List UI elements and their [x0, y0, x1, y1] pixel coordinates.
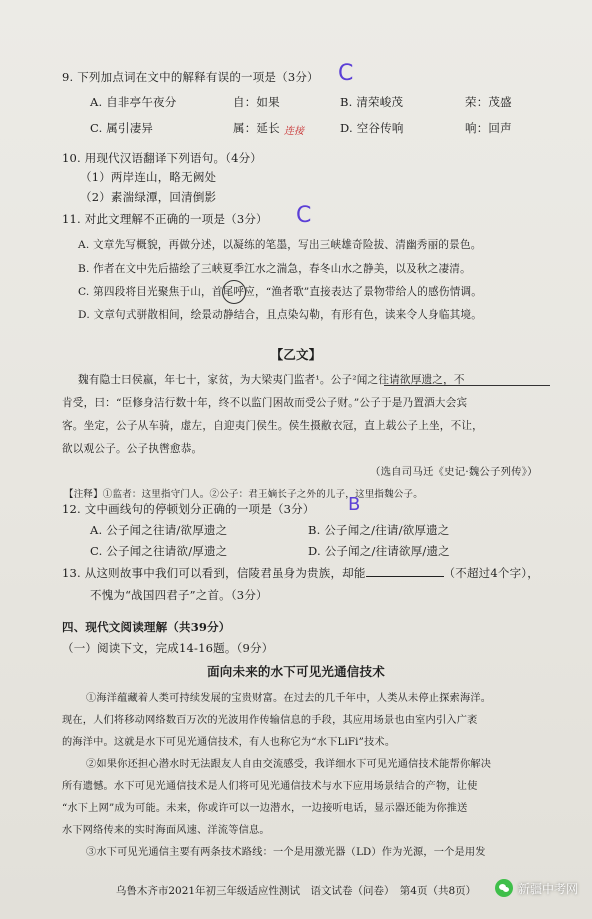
- q12-answer-mark: B: [348, 494, 361, 515]
- yiwen-line-3: 客。坐定，公子从车骑，虚左，自迎夷门侯生。侯生摄敝衣冠，直上载公子上坐，不让，: [62, 420, 483, 432]
- q9-option-d-gloss: 响：回声: [465, 121, 512, 135]
- q11-option-c: C. 第四段将目光聚焦于山，首尾呼应，“渔者歌”直接表达了景物带给人的感伤情调。: [78, 286, 483, 298]
- article-para-2c: “水下上网”成为可能。未来，你或许可以一边潜水，一边接听电话，显示器还能为你推送: [62, 803, 468, 814]
- q9-option-a: A. 自非亭午夜分: [90, 95, 177, 109]
- q9-option-d: D. 空谷传响: [340, 121, 404, 135]
- yiwen-heading: 【乙文】: [270, 347, 322, 362]
- article-para-2b: 所有遗憾。水下可见光通信技术是人们将可见光通信技术与水下应用场景结合的产物，让使: [62, 781, 478, 792]
- yiwen-line-2: 肯受，曰：“臣修身洁行数十年，终不以监门困故而受公子财。”公子于是乃置酒大会宾: [62, 397, 468, 409]
- q11-answer-mark: C: [296, 203, 312, 228]
- q12-option-d: D. 公子闻之/往请欲厚/遗之: [308, 544, 450, 558]
- article-para-1b: 现在，人们将移动网络数百万次的光波用作传输信息的手段，其应用场景也由室内引入广袤: [62, 715, 478, 726]
- q13-line-1-text: 13. 从这则故事中我们可以看到，信陵君虽身为贵族，却能: [62, 566, 366, 580]
- q10-stem: 10. 用现代汉语翻译下列语句。（4分）: [62, 151, 263, 165]
- q13-line-1-tail: （不超过4个字），: [443, 566, 539, 580]
- yiwen-line-1: 魏有隐士曰侯嬴，年七十，家贫，为大梁夷门监者¹。公子²闻之往请欲厚遗之，不: [78, 374, 465, 386]
- q9-option-c-gloss: 属：延长: [233, 121, 280, 135]
- q12-stem: 12. 文中画线句的停顿划分正确的一项是（3分）: [62, 502, 315, 516]
- q10-sentence-2: （2）素湍绿潭，回清倒影: [80, 190, 217, 204]
- page-footer: 乌鲁木齐市2021年初三年级适应性测试 语文试卷（问卷） 第4页（共8页）: [115, 885, 477, 897]
- q9-option-b-gloss: 荣：茂盛: [465, 95, 512, 109]
- yiwen-footnote: 【注释】①监者：这里指守门人。②公子：君王嫡长子之外的儿子，这里指魏公子。: [64, 489, 423, 500]
- answer-blank[interactable]: [366, 566, 444, 577]
- circled-character-mark: [222, 280, 246, 304]
- q12-option-b: B. 公子闻之/往请/欲厚遗之: [308, 523, 450, 537]
- yiwen-line-4: 欲以观公子。公子执辔愈恭。: [62, 443, 203, 455]
- q9-answer-mark: C: [338, 61, 354, 86]
- q9-option-a-gloss: 自：如果: [233, 95, 280, 109]
- q9-option-b: B. 清荣峻茂: [340, 95, 404, 109]
- article-para-3a: ③水下可见光通信主要有两条技术路线：一个是用激光器（LD）作为光源，一个是用发: [86, 847, 486, 858]
- article-para-2a: ②如果你还担心潜水时无法跟友人自由交流感受，我详细水下可见光通信技术能帮你解决: [86, 759, 492, 770]
- q11-option-b: B. 作者在文中先后描绘了三峡夏季江水之湍急，春冬山水之静美，以及秋之凄清。: [78, 263, 471, 275]
- q12-option-a: A. 公子闻之往请/欲厚遗之: [90, 523, 228, 537]
- section-4-subheading: （一）阅读下文，完成14-16题。（9分）: [62, 641, 274, 655]
- q10-sentence-1: （1）两岸连山，略无阙处: [80, 170, 217, 184]
- article-para-2d: 水下网络传来的实时海面风速、洋流等信息。: [62, 825, 270, 836]
- article-para-1c: 的海洋中。这就是水下可见光通信技术，有人也称它为“水下LiFi”技术。: [62, 737, 396, 748]
- q9-option-c: C. 属引凄异: [90, 121, 154, 135]
- watermark: [495, 879, 578, 897]
- q13-line-2: 不愧为“战国四君子”之首。（3分）: [90, 588, 268, 602]
- wechat-icon: [495, 879, 513, 897]
- watermark-text: 新疆中考网: [517, 881, 578, 896]
- q12-option-c: C. 公子闻之往请欲/厚遗之: [90, 544, 228, 558]
- q11-option-a: A. 文章先写概貌，再做分述，以凝练的笔墨，写出三峡雄奇险拔、清幽秀丽的景色。: [78, 239, 482, 251]
- q11-option-d: D. 文章句式骈散相间，绘景动静结合，且点染勾勒，有形有色，读来令人身临其境。: [78, 309, 483, 321]
- q9-stem: 9. 下列加点词在文中的解释有误的一项是（3分）: [62, 70, 319, 84]
- q11-stem: 11. 对此文理解不正确的一项是（3分）: [62, 212, 268, 226]
- article-title: 面向未来的水下可见光通信技术: [207, 664, 385, 679]
- article-para-1a: ①海洋蕴藏着人类可持续发展的宝贵财富。在过去的几千年中，人类从未停止探索海洋。: [86, 693, 492, 704]
- q9-handwritten-note: 连接: [284, 126, 304, 137]
- yiwen-source: （选自司马迁《史记·魏公子列传》）: [370, 466, 538, 478]
- section-4-heading: 四、现代文阅读理解（共39分）: [62, 620, 231, 634]
- underlined-sentence-mark: [384, 385, 550, 386]
- q13-line-1: [62, 566, 539, 581]
